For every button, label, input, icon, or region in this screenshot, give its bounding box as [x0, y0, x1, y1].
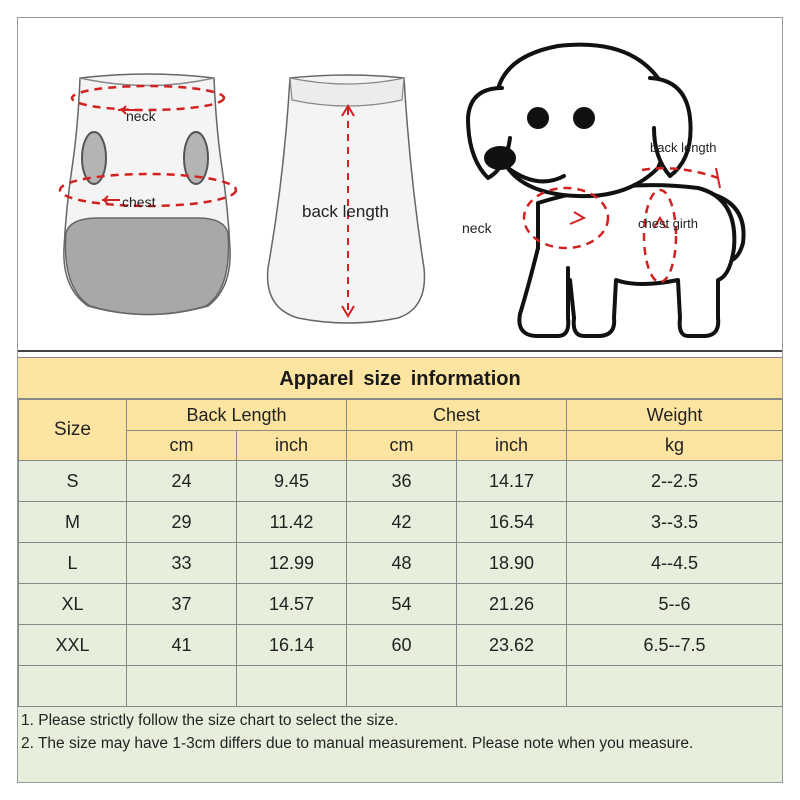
measurement-illustration	[18, 18, 782, 350]
table-empty-row	[19, 666, 783, 707]
size-cell: XXL	[19, 625, 127, 666]
chest-cm-cell: 60	[347, 625, 457, 666]
note-item: 1. Please strictly follow the size chart to select the size.	[21, 712, 399, 729]
size-cell: XL	[19, 584, 127, 625]
chest-inch-cell: 18.90	[457, 543, 567, 584]
back-inch-cell: 9.45	[237, 461, 347, 502]
table-row	[19, 543, 783, 584]
back-length-header: Back Length	[127, 400, 347, 431]
chest-inch-cell: 16.54	[457, 502, 567, 543]
back-cm-cell: 24	[127, 461, 237, 502]
back-cm-cell: 41	[127, 625, 237, 666]
chest-cm-cell: 42	[347, 502, 457, 543]
empty-cell	[457, 666, 567, 707]
back-inch-cell: 11.42	[237, 502, 347, 543]
table-row	[19, 584, 783, 625]
back-cm-cell: 33	[127, 543, 237, 584]
empty-cell	[567, 666, 783, 707]
empty-cell	[19, 666, 127, 707]
chest-cm-cell: 54	[347, 584, 457, 625]
table-unit-row	[19, 431, 783, 461]
back-cm-cell: 29	[127, 502, 237, 543]
chest-header: Chest	[347, 400, 567, 431]
table-header-row	[19, 400, 783, 431]
table-row	[19, 625, 783, 666]
empty-cell	[237, 666, 347, 707]
weight-header: Weight	[567, 400, 783, 431]
back-inch-cell: 14.57	[237, 584, 347, 625]
chest-inch-cell: 23.62	[457, 625, 567, 666]
dog-drawing	[468, 45, 744, 336]
dog-chest-girth-label: chest girth	[638, 216, 698, 231]
empty-cell	[347, 666, 457, 707]
back-inch-cell: 16.14	[237, 625, 347, 666]
front-neck-label: neck	[126, 108, 156, 124]
front-chest-label: chest	[122, 194, 156, 210]
weight-cell: 2--2.5	[567, 461, 783, 502]
weight-cell: 5--6	[567, 584, 783, 625]
size-table	[18, 399, 783, 707]
dog-back-length-label: back length	[650, 140, 717, 155]
size-notes	[18, 706, 782, 782]
size-column-header: Size	[19, 400, 127, 461]
empty-cell	[127, 666, 237, 707]
table-row	[19, 502, 783, 543]
back-garment-drawing	[268, 75, 425, 323]
table-row	[19, 461, 783, 502]
back-length-label: back length	[302, 202, 389, 221]
back-length-inch-unit: inch	[237, 431, 347, 461]
chest-cm-cell: 36	[347, 461, 457, 502]
back-inch-cell: 12.99	[237, 543, 347, 584]
section-divider	[18, 350, 782, 352]
chest-inch-cell: 21.26	[457, 584, 567, 625]
note-item: 2. The size may have 1-3cm differs due to manual measurement. Please note when you measure.	[21, 735, 694, 752]
size-cell: L	[19, 543, 127, 584]
back-length-cm-unit: cm	[127, 431, 237, 461]
chest-inch-cell: 14.17	[457, 461, 567, 502]
chest-inch-unit: inch	[457, 431, 567, 461]
chest-cm-cell: 48	[347, 543, 457, 584]
weight-cell: 3--3.5	[567, 502, 783, 543]
weight-cell: 4--4.5	[567, 543, 783, 584]
weight-cell: 6.5--7.5	[567, 625, 783, 666]
size-cell: S	[19, 461, 127, 502]
table-title: Apparel size information	[18, 357, 782, 399]
illustration-svg	[18, 18, 782, 350]
weight-kg-unit: kg	[567, 431, 783, 461]
back-cm-cell: 37	[127, 584, 237, 625]
size-cell: M	[19, 502, 127, 543]
dog-neck-label: neck	[462, 220, 492, 236]
chest-cm-unit: cm	[347, 431, 457, 461]
